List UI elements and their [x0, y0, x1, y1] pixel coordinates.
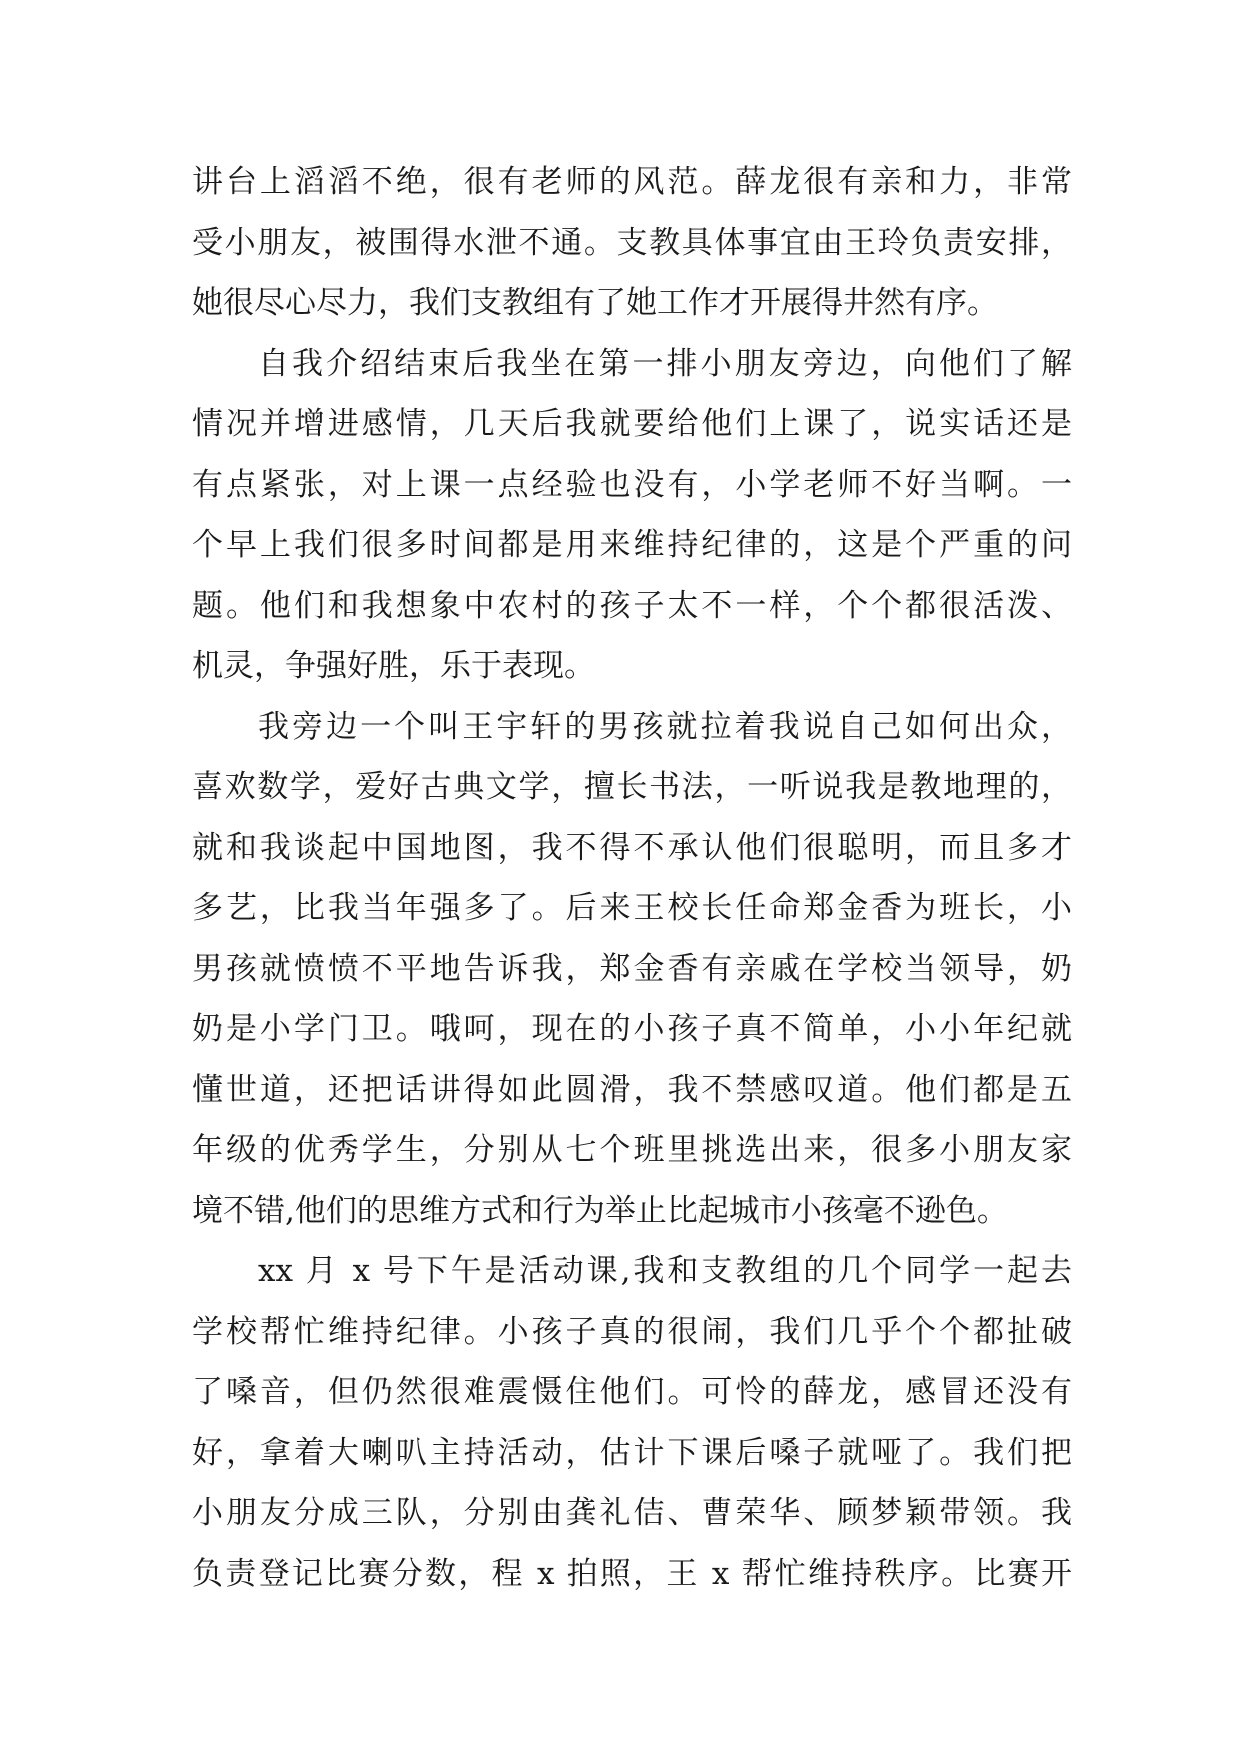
text-line: 男孩就愤愤不平地告诉我，郑金香有亲戚在学校当领导，奶 [192, 950, 1072, 987]
text-line: 境不错,他们的思维方式和行为举止比起城市小孩毫不逊色。 [192, 1192, 1008, 1229]
paragraph [192, 1241, 1072, 1604]
text-line: 奶是小学门卫。哦呵，现在的小孩子真不简单，小小年纪就 [192, 1011, 1072, 1047]
text-line: 年级的优秀学生，分别从七个班里挑选出来，很多小朋友家 [192, 1132, 1072, 1168]
paragraph [192, 152, 1072, 334]
text-line: 就和我谈起中国地图，我不得不承认他们很聪明，而且多才 [192, 829, 1072, 866]
text-line: 多艺，比我当年强多了。后来王校长任命郑金香为班长，小 [192, 890, 1072, 926]
text-line: 受小朋友，被围得水泄不通。支教具体事宜由王玲负责安排， [192, 224, 1072, 261]
paragraph [192, 334, 1072, 697]
text-line: 情况并增进感情，几天后我就要给他们上课了，说实话还是 [192, 406, 1072, 442]
text-line: 她很尽心尽力，我们支教组有了她工作才开展得井然有序。 [192, 285, 998, 321]
text-line: 机灵，争强好胜，乐于表现。 [192, 648, 595, 684]
text-line: 好，拿着大喇叭主持活动，估计下课后嗓子就哑了。我们把 [192, 1434, 1072, 1471]
text-line: 小朋友分成三队，分别由龚礼佶、曹荣华、顾梦颖带领。我 [192, 1495, 1072, 1531]
text-line: 题。他们和我想象中农村的孩子太不一样，个个都很活泼、 [192, 587, 1072, 624]
text-line: 讲台上滔滔不绝，很有老师的风范。薛龙很有亲和力，非常 [192, 164, 1072, 200]
text-line: 喜欢数学，爱好古典文学，擅长书法，一听说我是教地理的， [192, 769, 1072, 805]
text-line: 学校帮忙维持纪律。小孩子真的很闹，我们几乎个个都扯破 [192, 1313, 1072, 1350]
paragraph [192, 697, 1072, 1242]
text-line: 了嗓音，但仍然很难震慑住他们。可怜的薛龙，感冒还没有 [192, 1374, 1072, 1410]
text-line: 自我介绍结束后我坐在第一排小朋友旁边，向他们了解 [258, 345, 1072, 382]
text-line: xx 月 x 号下午是活动课,我和支教组的几个同学一起去 [258, 1253, 1072, 1289]
text-line: 负责登记比赛分数，程 x 拍照，王 x 帮忙维持秩序。比赛开 [192, 1555, 1072, 1592]
text-line: 懂世道，还把话讲得如此圆滑，我不禁感叹道。他们都是五 [192, 1071, 1072, 1108]
text-line: 我旁边一个叫王宇轩的男孩就拉着我说自己如何出众， [258, 708, 1072, 745]
document-body [192, 152, 1072, 1604]
text-line: 个早上我们很多时间都是用来维持纪律的，这是个严重的问 [192, 527, 1072, 563]
text-line: 有点紧张，对上课一点经验也没有，小学老师不好当啊。一 [192, 466, 1072, 503]
